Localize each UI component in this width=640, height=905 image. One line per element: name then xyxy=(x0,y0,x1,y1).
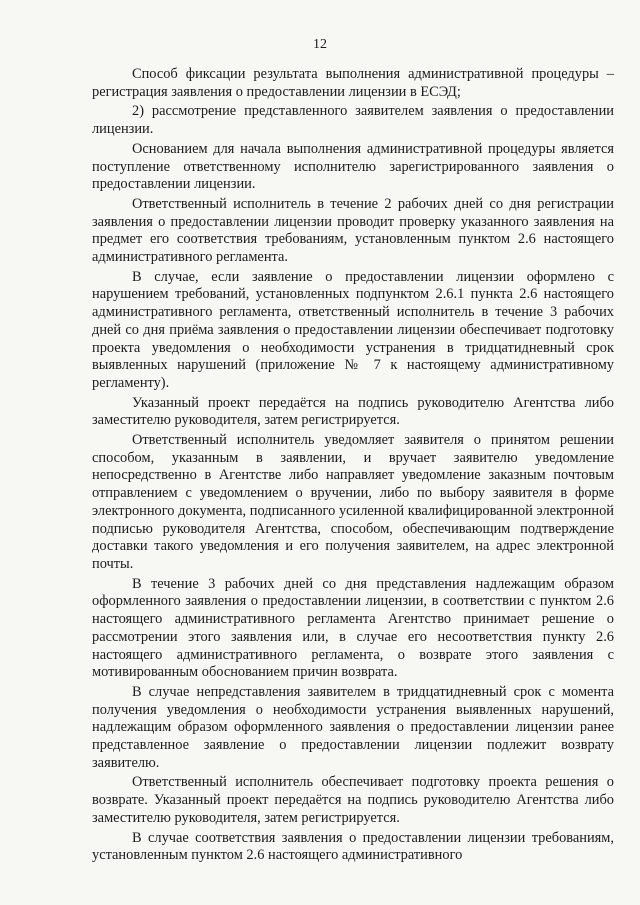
page-number: 12 xyxy=(313,37,327,52)
paragraph: Ответственный исполнитель обеспечивает подготовку проекта решения о возврате. Указанный проект передаётся на подпись руководителю Агентства либо заместителю руководителя, затем регистрируется. xyxy=(92,774,614,826)
paragraph: В случае непредставления заявителем в тридцатидневный срок с момента получения уведомления о необходимости устранения выявленных нарушений, надлежащим образом оформленного заявления о предоставлении лицензии ранее представленное заявление о предоставлении лицензии подлежит возврату заявителю. xyxy=(92,683,614,771)
paragraph: Способ фиксации результата выполнения административной процедуры – регистрация заявления о предоставлении лицензии в ЕСЭД; xyxy=(92,66,614,100)
paragraph: Ответственный исполнитель в течение 2 рабочих дней со дня регистрации заявления о предоставлении лицензии проводит проверку указанного заявления на предмет его соответствия требованиям, установленным пунктом 2.6 настоящего административного регламента. xyxy=(92,195,614,266)
paragraph: Основанием для начала выполнения административной процедуры является поступление ответственному исполнителю зарегистрированного заявления о предоставлении лицензии. xyxy=(92,140,614,193)
document-body xyxy=(92,66,614,867)
paragraph: Указанный проект передаётся на подпись руководителю Агентства либо заместителю руководителя, затем регистрируется. xyxy=(92,394,614,429)
paragraph: В случае, если заявление о предоставлении лицензии оформлено с нарушением требований, установленных подпунктом 2.6.1 пункта 2.6 настоящего административного регламента, ответственный исполнитель в течение 3 рабочих дней со дня приёма заявления о предоставлении лицензии обеспечивает подготовку проекта уведомления о необходимости устранения в тридцатидневный срок выявленных нарушений (приложение № 7 к настоящему административному регламенту). xyxy=(92,268,614,391)
paragraph: Ответственный исполнитель уведомляет заявителя о принятом решении способом, указанным в заявлении, и вручает заявителю уведомление непосредственно в Агентстве либо направляет уведомление заказным почтовым отправлением с уведомлением о вручении, либо по выбору заявителя в форме электронного документа, подписанного усиленной квалифицированной электронной подписью руководителя Агентства, способом, обеспечивающим подтверждение доставки такого уведомления и его получения заявителем, на адрес электронной почты. xyxy=(92,432,614,572)
paragraph: В течение 3 рабочих дней со дня представления надлежащим образом оформленного заявления о предоставлении лицензии, в соответствии с пунктом 2.6 настоящего административного регламента Агентство принимает решение о рассмотрении этого заявления или, в случае его несоответствия пункту 2.6 настоящего административного регламента, о возврате этого заявления с мотивированным обоснованием причин возврата. xyxy=(92,575,614,681)
paragraph: 2) рассмотрение представленного заявителем заявления о предоставлении лицензии. xyxy=(92,103,614,138)
paragraph: В случае соответствия заявления о предоставлении лицензии требованиям, установленным пунктом 2.6 настоящего административного xyxy=(92,829,614,864)
